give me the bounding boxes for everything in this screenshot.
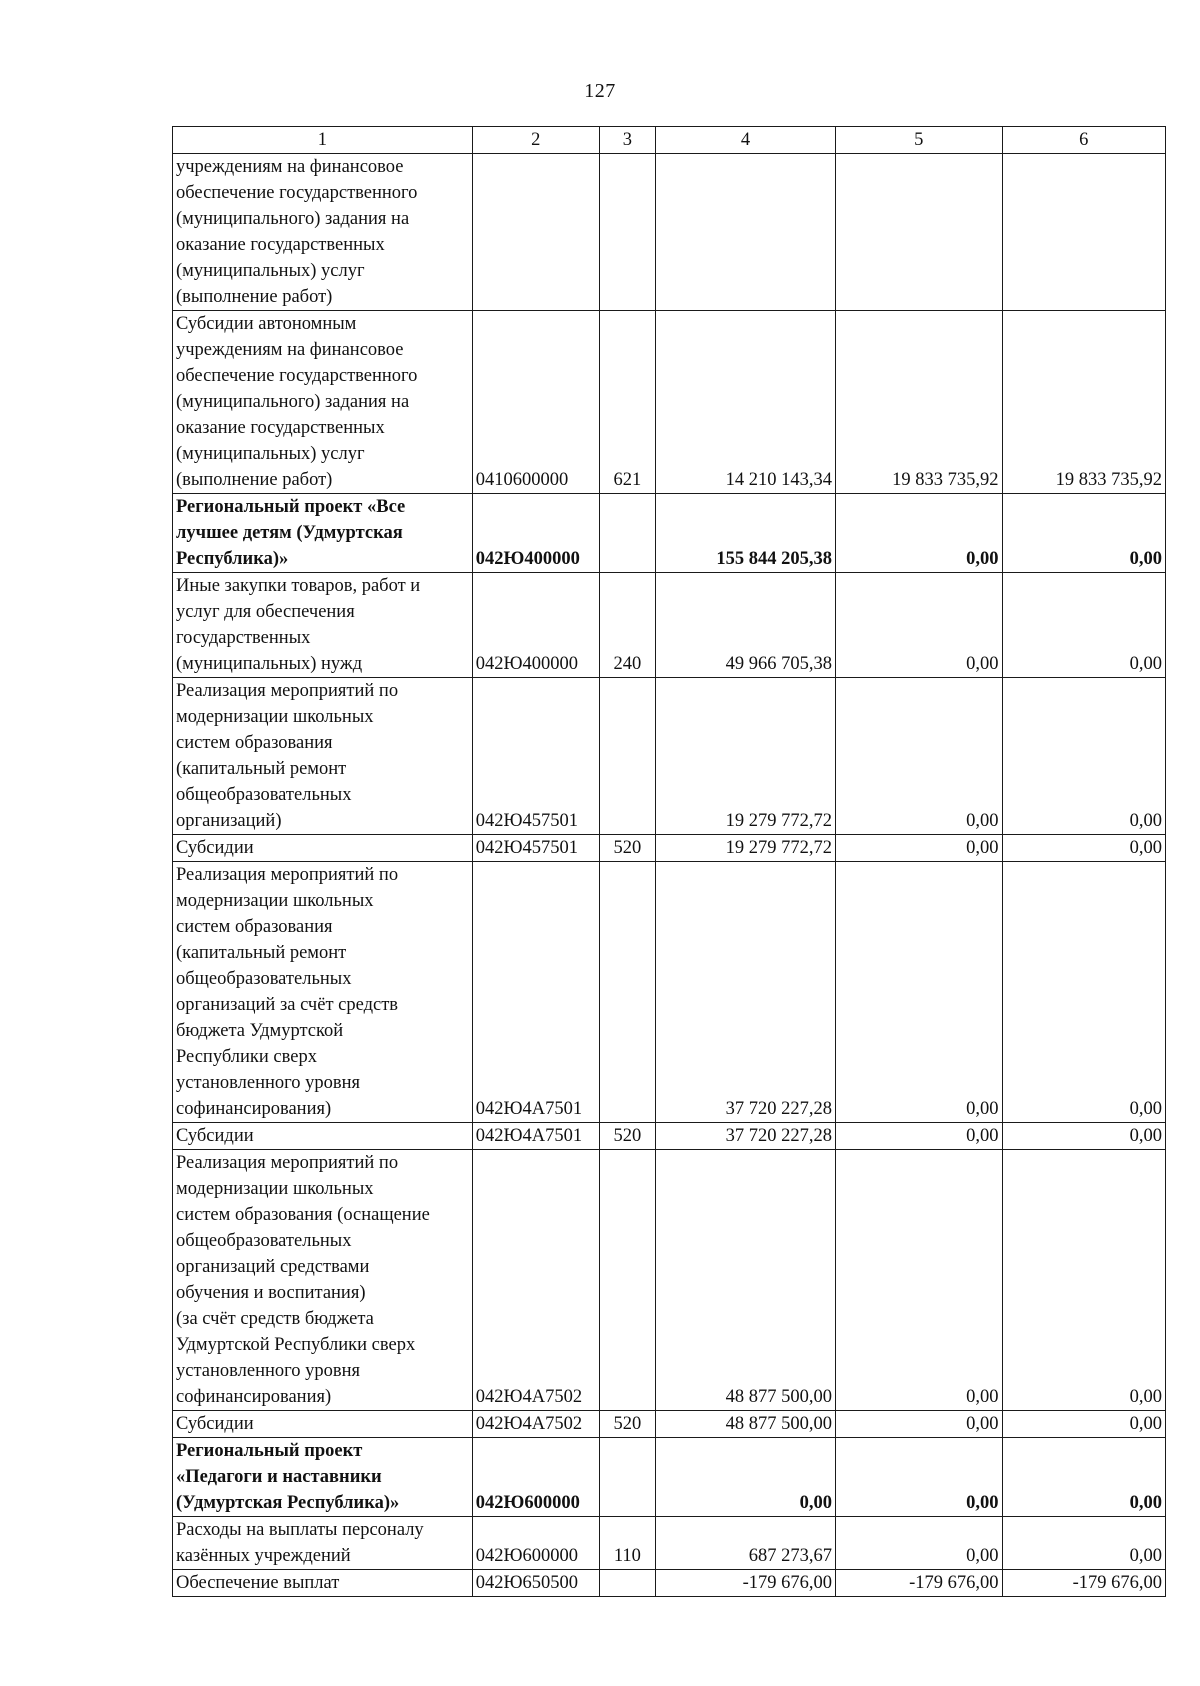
table-row bbox=[173, 1570, 1166, 1597]
row-name-cell bbox=[173, 494, 473, 573]
row-name-line: систем образования (оснащение bbox=[176, 1205, 430, 1225]
row-amount-col5-cell: 19 833 735,92 bbox=[836, 311, 1003, 494]
row-amount-col4-cell: 48 877 500,00 bbox=[655, 1150, 835, 1411]
row-name-line: общеобразовательных bbox=[176, 1231, 352, 1251]
row-expense-type-cell bbox=[599, 862, 655, 1123]
row-name-line: Обеспечение выплат bbox=[176, 1573, 340, 1593]
row-expense-type-cell bbox=[599, 1150, 655, 1411]
row-name-line: Реализация мероприятий по bbox=[176, 865, 399, 885]
budget-table-container bbox=[172, 126, 1166, 1597]
row-amount-col6-cell: 19 833 735,92 bbox=[1002, 311, 1165, 494]
row-name-line: услуг для обеспечения bbox=[176, 602, 355, 622]
row-name-line: организаций) bbox=[176, 811, 282, 831]
row-name-cell bbox=[173, 1150, 473, 1411]
header-cell-5: 5 bbox=[836, 127, 1003, 154]
row-name-line: (Удмуртская Республика)» bbox=[176, 1493, 400, 1513]
row-amount-col4-cell: 19 279 772,72 bbox=[655, 835, 835, 862]
row-name-line: (муниципальных) услуг bbox=[176, 444, 365, 464]
row-amount-col4-cell: 37 720 227,28 bbox=[655, 862, 835, 1123]
row-amount-col4-cell: 37 720 227,28 bbox=[655, 1123, 835, 1150]
row-name-line: учреждениям на финансовое bbox=[176, 340, 404, 360]
row-expense-type-cell bbox=[599, 154, 655, 311]
row-name-line: Реализация мероприятий по bbox=[176, 681, 399, 701]
row-amount-col5-cell: 0,00 bbox=[836, 573, 1003, 678]
row-code-cell: 042Ю400000 bbox=[472, 573, 599, 678]
row-name-line: Субсидии bbox=[176, 1414, 254, 1434]
row-amount-col6-cell: -179 676,00 bbox=[1002, 1570, 1165, 1597]
row-name-line: Субсидии автономным bbox=[176, 314, 357, 334]
row-name-line: установленного уровня bbox=[176, 1361, 361, 1381]
header-cell-6: 6 bbox=[1002, 127, 1165, 154]
row-amount-col6-cell: 0,00 bbox=[1002, 494, 1165, 573]
row-name-cell bbox=[173, 1123, 473, 1150]
row-name-line: модернизации школьных bbox=[176, 707, 374, 727]
row-amount-col6-cell: 0,00 bbox=[1002, 678, 1165, 835]
row-code-cell: 042Ю4А7502 bbox=[472, 1150, 599, 1411]
row-code-cell: 042Ю600000 bbox=[472, 1438, 599, 1517]
row-expense-type-cell: 621 bbox=[599, 311, 655, 494]
row-code-cell: 042Ю400000 bbox=[472, 494, 599, 573]
row-name-line: Реализация мероприятий по bbox=[176, 1153, 399, 1173]
row-amount-col4-cell: 687 273,67 bbox=[655, 1517, 835, 1570]
row-name-line: модернизации школьных bbox=[176, 1179, 374, 1199]
row-name-line: софинансирования) bbox=[176, 1099, 332, 1119]
row-amount-col4-cell: 48 877 500,00 bbox=[655, 1411, 835, 1438]
table-row bbox=[173, 835, 1166, 862]
row-code-cell: 042Ю4А7502 bbox=[472, 1411, 599, 1438]
row-amount-col6-cell: 0,00 bbox=[1002, 1438, 1165, 1517]
table-row bbox=[173, 311, 1166, 494]
row-amount-col6-cell: 0,00 bbox=[1002, 1123, 1165, 1150]
row-code-cell: 042Ю457501 bbox=[472, 835, 599, 862]
row-amount-col6-cell: 0,00 bbox=[1002, 862, 1165, 1123]
table-body bbox=[173, 154, 1166, 1597]
row-name-line: казённых учреждений bbox=[176, 1546, 351, 1566]
page-number: 127 bbox=[584, 80, 616, 102]
row-amount-col5-cell: 0,00 bbox=[836, 494, 1003, 573]
row-amount-col4-cell: 14 210 143,34 bbox=[655, 311, 835, 494]
row-name-line: (выполнение работ) bbox=[176, 287, 333, 307]
row-amount-col5-cell: 0,00 bbox=[836, 1123, 1003, 1150]
row-name-line: (муниципального) задания на bbox=[176, 392, 410, 412]
row-name-line: установленного уровня bbox=[176, 1073, 361, 1093]
header-cell-3: 3 bbox=[599, 127, 655, 154]
row-expense-type-cell: 110 bbox=[599, 1517, 655, 1570]
row-name-line: обеспечение государственного bbox=[176, 366, 418, 386]
row-amount-col6-cell: 0,00 bbox=[1002, 1517, 1165, 1570]
row-amount-col4-cell bbox=[655, 154, 835, 311]
row-expense-type-cell bbox=[599, 678, 655, 835]
row-name-line: модернизации школьных bbox=[176, 891, 374, 911]
row-name-line: (выполнение работ) bbox=[176, 470, 333, 490]
row-amount-col5-cell bbox=[836, 154, 1003, 311]
row-name-line: (муниципальных) нужд bbox=[176, 654, 363, 674]
table-row bbox=[173, 1438, 1166, 1517]
row-name-line: государственных bbox=[176, 628, 311, 648]
row-name-cell bbox=[173, 1438, 473, 1517]
table-row bbox=[173, 1411, 1166, 1438]
row-name-line: Региональный проект «Все bbox=[176, 497, 406, 517]
row-expense-type-cell bbox=[599, 1438, 655, 1517]
row-expense-type-cell bbox=[599, 494, 655, 573]
row-expense-type-cell: 520 bbox=[599, 1411, 655, 1438]
row-amount-col4-cell: 0,00 bbox=[655, 1438, 835, 1517]
row-code-cell bbox=[472, 154, 599, 311]
table-row bbox=[173, 1123, 1166, 1150]
row-name-line: общеобразовательных bbox=[176, 969, 352, 989]
row-name-line: обеспечение государственного bbox=[176, 183, 418, 203]
row-name-line: Субсидии bbox=[176, 838, 254, 858]
header-cell-4: 4 bbox=[655, 127, 835, 154]
row-code-cell: 042Ю457501 bbox=[472, 678, 599, 835]
budget-table bbox=[172, 126, 1166, 1597]
row-name-cell bbox=[173, 1517, 473, 1570]
row-name-line: (муниципального) задания на bbox=[176, 209, 410, 229]
row-code-cell: 042Ю600000 bbox=[472, 1517, 599, 1570]
row-name-line: организаций средствами bbox=[176, 1257, 370, 1277]
row-amount-col5-cell: -179 676,00 bbox=[836, 1570, 1003, 1597]
row-expense-type-cell bbox=[599, 1570, 655, 1597]
row-name-line: «Педагоги и наставники bbox=[176, 1467, 382, 1487]
table-row bbox=[173, 154, 1166, 311]
row-expense-type-cell: 240 bbox=[599, 573, 655, 678]
row-name-line: общеобразовательных bbox=[176, 785, 352, 805]
row-amount-col6-cell bbox=[1002, 154, 1165, 311]
header-cell-1: 1 bbox=[173, 127, 473, 154]
row-name-line: систем образования bbox=[176, 917, 333, 937]
row-amount-col4-cell: 49 966 705,38 bbox=[655, 573, 835, 678]
row-expense-type-cell: 520 bbox=[599, 835, 655, 862]
row-name-line: Республики сверх bbox=[176, 1047, 317, 1067]
row-name-line: организаций за счёт средств bbox=[176, 995, 399, 1015]
row-name-cell bbox=[173, 835, 473, 862]
row-code-cell: 042Ю650500 bbox=[472, 1570, 599, 1597]
row-amount-col6-cell: 0,00 bbox=[1002, 1411, 1165, 1438]
row-amount-col4-cell: -179 676,00 bbox=[655, 1570, 835, 1597]
row-amount-col6-cell: 0,00 bbox=[1002, 573, 1165, 678]
row-name-line: софинансирования) bbox=[176, 1387, 332, 1407]
row-name-line: оказание государственных bbox=[176, 235, 385, 255]
row-amount-col5-cell: 0,00 bbox=[836, 1517, 1003, 1570]
row-name-line: Иные закупки товаров, работ и bbox=[176, 576, 421, 596]
row-amount-col5-cell: 0,00 bbox=[836, 1411, 1003, 1438]
row-code-cell: 042Ю4А7501 bbox=[472, 862, 599, 1123]
row-name-cell bbox=[173, 573, 473, 678]
row-name-cell bbox=[173, 862, 473, 1123]
row-name-line: систем образования bbox=[176, 733, 333, 753]
table-header bbox=[173, 127, 1166, 154]
row-name-line: (муниципальных) услуг bbox=[176, 261, 365, 281]
row-name-line: (капитальный ремонт bbox=[176, 943, 347, 963]
table-row bbox=[173, 573, 1166, 678]
header-cell-2: 2 bbox=[472, 127, 599, 154]
row-name-line: учреждениям на финансовое bbox=[176, 157, 404, 177]
row-code-cell: 0410600000 bbox=[472, 311, 599, 494]
row-expense-type-cell: 520 bbox=[599, 1123, 655, 1150]
row-name-line: обучения и воспитания) bbox=[176, 1283, 366, 1303]
row-amount-col5-cell: 0,00 bbox=[836, 1438, 1003, 1517]
row-amount-col5-cell: 0,00 bbox=[836, 678, 1003, 835]
table-row bbox=[173, 1517, 1166, 1570]
row-name-line: оказание государственных bbox=[176, 418, 385, 438]
row-amount-col6-cell: 0,00 bbox=[1002, 835, 1165, 862]
row-name-line: (капитальный ремонт bbox=[176, 759, 347, 779]
row-amount-col5-cell: 0,00 bbox=[836, 835, 1003, 862]
table-row bbox=[173, 494, 1166, 573]
row-name-cell bbox=[173, 678, 473, 835]
row-name-line: (за счёт средств бюджета bbox=[176, 1309, 374, 1329]
row-name-line: бюджета Удмуртской bbox=[176, 1021, 344, 1041]
table-row bbox=[173, 1150, 1166, 1411]
row-name-cell bbox=[173, 1570, 473, 1597]
row-name-cell bbox=[173, 1411, 473, 1438]
row-name-cell bbox=[173, 311, 473, 494]
table-header-row bbox=[173, 127, 1166, 154]
table-row bbox=[173, 678, 1166, 835]
row-name-cell bbox=[173, 154, 473, 311]
row-amount-col6-cell: 0,00 bbox=[1002, 1150, 1165, 1411]
row-amount-col4-cell: 19 279 772,72 bbox=[655, 678, 835, 835]
row-amount-col5-cell: 0,00 bbox=[836, 862, 1003, 1123]
row-code-cell: 042Ю4А7501 bbox=[472, 1123, 599, 1150]
table-row bbox=[173, 862, 1166, 1123]
row-amount-col4-cell: 155 844 205,38 bbox=[655, 494, 835, 573]
row-name-line: Удмуртской Республики сверх bbox=[176, 1335, 416, 1355]
row-name-line: лучшее детям (Удмуртская bbox=[176, 523, 403, 543]
row-name-line: Республика)» bbox=[176, 549, 289, 569]
row-name-line: Расходы на выплаты персоналу bbox=[176, 1520, 424, 1540]
row-name-line: Субсидии bbox=[176, 1126, 254, 1146]
row-amount-col5-cell: 0,00 bbox=[836, 1150, 1003, 1411]
row-name-line: Региональный проект bbox=[176, 1441, 363, 1461]
